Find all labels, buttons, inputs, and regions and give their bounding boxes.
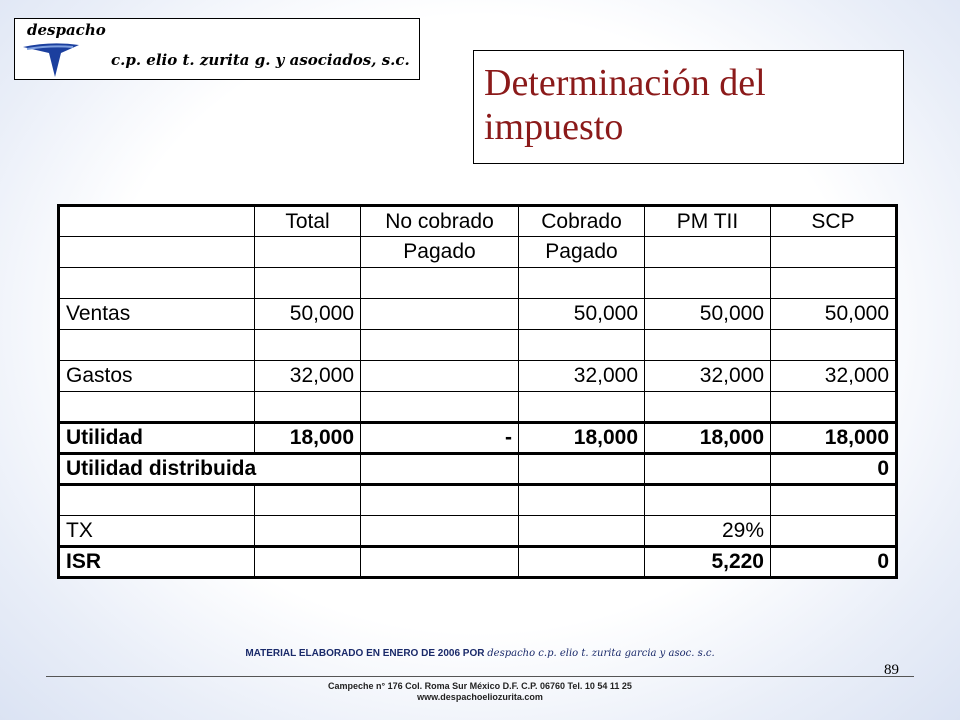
table-row-utilidad: [59, 423, 897, 454]
table-cell: [771, 268, 897, 299]
table-cell: [361, 485, 519, 516]
footer-material-credit: [0, 648, 960, 659]
table-cell: 32,000: [255, 361, 361, 392]
table-cell: 32,000: [645, 361, 771, 392]
column-header-no-cobrado: No cobrado: [361, 206, 519, 237]
table-cell: [645, 485, 771, 516]
table-cell: [361, 268, 519, 299]
table-cell: 32,000: [519, 361, 645, 392]
table-cell: 50,000: [645, 299, 771, 330]
table-cell: [255, 485, 361, 516]
table-cell: [59, 485, 255, 516]
row-label-utilidad-distribuida: Utilidad distribuida: [59, 454, 361, 485]
table-cell: 18,000: [519, 423, 645, 454]
table-cell: [59, 237, 255, 268]
table-cell: [519, 547, 645, 578]
table-cell: [519, 485, 645, 516]
table-cell: [519, 516, 645, 547]
table-cell: [255, 547, 361, 578]
footer-contact: [0, 681, 960, 703]
table-cell: [645, 237, 771, 268]
table-cell: 5,220: [645, 547, 771, 578]
table-cell: [771, 237, 897, 268]
table-cell: [645, 454, 771, 485]
table-cell: [59, 330, 255, 361]
table-cell: 50,000: [519, 299, 645, 330]
logo-word: despacho: [27, 21, 106, 39]
table-cell: [59, 268, 255, 299]
table-cell: [361, 547, 519, 578]
table-cell: [255, 330, 361, 361]
table-cell: [771, 485, 897, 516]
table-cell: [255, 392, 361, 423]
table-cell: [645, 392, 771, 423]
table-row-empty: [59, 392, 897, 423]
table-header-row-2: [59, 237, 897, 268]
column-subheader-no-cobrado: Pagado: [361, 237, 519, 268]
title-line-1: Determinación del: [484, 62, 766, 104]
row-label-gastos: Gastos: [59, 361, 255, 392]
tax-table: [57, 204, 898, 579]
table-cell: 50,000: [255, 299, 361, 330]
table-cell: [519, 330, 645, 361]
title-box: [473, 50, 904, 164]
table-row-isr: [59, 547, 897, 578]
table-cell: [771, 516, 897, 547]
table-row-ventas: [59, 299, 897, 330]
table-cell: [255, 516, 361, 547]
table-row-empty: [59, 485, 897, 516]
table-cell: [519, 392, 645, 423]
table-cell: [361, 392, 519, 423]
table-row-empty: [59, 268, 897, 299]
table-cell: [361, 454, 519, 485]
table-cell: [645, 330, 771, 361]
table-row-empty: [59, 330, 897, 361]
footer-material-prefix: MATERIAL ELABORADO EN ENERO DE 2006 POR: [245, 648, 485, 659]
table-cell: [361, 361, 519, 392]
table-cell: 50,000: [771, 299, 897, 330]
column-header-cobrado: Cobrado: [519, 206, 645, 237]
table-cell: [361, 299, 519, 330]
company-logo: [14, 18, 420, 80]
column-header-scp: SCP: [771, 206, 897, 237]
footer-divider: [46, 676, 914, 677]
table-cell: [519, 268, 645, 299]
title-line-2: impuesto: [484, 106, 624, 148]
row-label-tx: TX: [59, 516, 255, 547]
table-cell: 18,000: [255, 423, 361, 454]
table-cell: [361, 516, 519, 547]
table-row-gastos: [59, 361, 897, 392]
table-cell: [519, 454, 645, 485]
table-cell: -: [361, 423, 519, 454]
column-header-total: Total: [255, 206, 361, 237]
table-header-row-1: [59, 206, 897, 237]
row-label-utilidad: Utilidad: [59, 423, 255, 454]
table-cell: [59, 206, 255, 237]
row-label-isr: ISR: [59, 547, 255, 578]
footer-website: www.despachoeliozurita.com: [417, 692, 543, 702]
column-header-pm-tii: PM TII: [645, 206, 771, 237]
table-cell: 18,000: [771, 423, 897, 454]
column-subheader-cobrado: Pagado: [519, 237, 645, 268]
row-label-ventas: Ventas: [59, 299, 255, 330]
table-cell: 0: [771, 454, 897, 485]
table-cell: [255, 237, 361, 268]
footer-address: Campeche n° 176 Col. Roma Sur México D.F. C.P. 06760 Tel. 10 54 11 25: [328, 681, 632, 691]
table-cell: [771, 330, 897, 361]
table-cell: 18,000: [645, 423, 771, 454]
page-number: 89: [884, 662, 899, 678]
table-cell: [361, 330, 519, 361]
table-cell: [645, 268, 771, 299]
table-cell: [255, 268, 361, 299]
table-cell: [771, 392, 897, 423]
logo-company-name: c.p. elio t. zurita g. y asociados, s.c.: [111, 51, 410, 69]
table-row-tx: [59, 516, 897, 547]
footer-material-author: despacho c.p. elio t. zurita garcia y asoc. s.c.: [487, 648, 715, 659]
table-cell: 32,000: [771, 361, 897, 392]
table-row-utilidad-distribuida: [59, 454, 897, 485]
page-title: [484, 61, 893, 149]
table-cell: [59, 392, 255, 423]
table-cell: 29%: [645, 516, 771, 547]
table-cell: 0: [771, 547, 897, 578]
